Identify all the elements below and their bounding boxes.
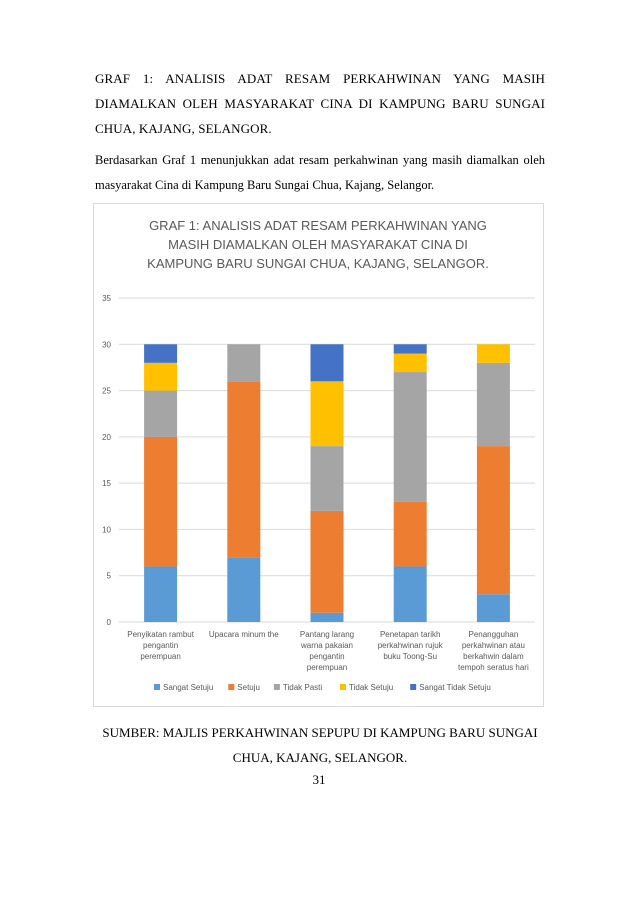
heading-line-2: DIAMALKAN OLEH MASYARAKAT CINA DI KAMPUNG BARU SUNGAI: [95, 96, 545, 111]
bar-segment: [394, 372, 427, 502]
figure-heading: [95, 66, 545, 141]
source-line-1: SUMBER: MAJLIS PERKAHWINAN SEPUPU DI KAMPUNG BARU SUNGAI: [102, 725, 538, 740]
bar-segment: [311, 613, 344, 622]
bar-segment: [144, 363, 177, 391]
bar-segment: [394, 354, 427, 373]
chart-container: [93, 203, 544, 707]
x-tick-label: buku Toong-Su: [383, 652, 438, 661]
bar-segment: [311, 344, 344, 381]
bar-segment: [311, 381, 344, 446]
y-tick-label: 0: [106, 618, 111, 627]
legend-swatch: [410, 684, 416, 690]
legend-label: Sangat Setuju: [163, 683, 214, 692]
chart-title-line: KAMPUNG BARU SUNGAI CHUA, KAJANG, SELANGOR.: [147, 256, 489, 271]
chart-title: [147, 218, 489, 271]
x-tick-label: Pantang larang: [299, 630, 355, 639]
x-tick-label: Penyikatan rambut: [127, 630, 194, 639]
x-tick-label: Upacara minum the: [208, 630, 279, 639]
stacked-bar-chart: [94, 204, 543, 706]
legend-label: Tidak Pasti: [282, 683, 323, 692]
legend-label: Setuju: [237, 683, 260, 692]
heading-line-3: CHUA, KAJANG, SELANGOR.: [95, 121, 272, 136]
y-tick-label: 15: [102, 479, 111, 489]
bar-segment: [144, 344, 177, 363]
source-line-2: CHUA, KAJANG, SELANGOR.: [232, 750, 408, 765]
bar-segment: [227, 344, 260, 381]
bar-segment: [227, 381, 260, 557]
x-tick-label: warna pakaian: [300, 641, 354, 650]
bar-segment: [477, 344, 510, 363]
description-paragraph: Berdasarkan Graf 1 menunjukkan adat resam perkahwinan yang masih diamalkan oleh masyarakat Cina di Kampung Baru Sungai Chua, Kajang, Selangor.: [95, 153, 545, 192]
x-tick-label: perkahwinan atau: [461, 641, 525, 650]
bar-segment: [394, 502, 427, 567]
x-tick-label: perkahwinan rujuk: [377, 641, 443, 650]
bar-segment: [311, 446, 344, 511]
source-note: [95, 720, 545, 770]
chart-title-line: MASIH DIAMALKAN OLEH MASYARAKAT CINA DI: [168, 237, 468, 252]
legend-swatch: [228, 684, 234, 690]
x-tick-label: berkahwin dalam: [463, 652, 524, 661]
legend: [154, 683, 491, 692]
y-tick-label: 20: [102, 432, 111, 442]
bar-segment: [394, 566, 427, 622]
page-number: 31: [312, 772, 326, 787]
bar-segment: [227, 557, 260, 622]
x-axis-labels: [127, 630, 529, 672]
y-tick-label: 30: [102, 340, 111, 350]
x-tick-label: Penangguhan: [468, 630, 519, 639]
legend-swatch: [340, 684, 346, 690]
x-tick-label: pengantin: [143, 641, 179, 650]
y-tick-label: 5: [106, 571, 111, 581]
x-tick-label: Penetapan tarikh: [379, 630, 441, 639]
x-tick-label: tempoh seratus hari: [458, 663, 529, 672]
x-tick-label: perempuan: [306, 663, 348, 672]
bar-segment: [394, 344, 427, 353]
x-tick-label: perempuan: [140, 652, 181, 661]
chart-title-line: GRAF 1: ANALISIS ADAT RESAM PERKAHWINAN YANG: [149, 218, 487, 233]
legend-label: Tidak Setuju: [349, 683, 394, 692]
bar-segment: [477, 446, 510, 594]
legend-label: Sangat Tidak Setuju: [419, 683, 491, 692]
heading-line-1: GRAF 1: ANALISIS ADAT RESAM PERKAHWINAN YANG MASIH: [95, 71, 545, 86]
bar-segment: [477, 363, 510, 446]
bar-segment: [311, 511, 344, 613]
y-tick-label: 35: [102, 294, 111, 303]
bar-segment: [477, 594, 510, 622]
y-tick-label: 10: [102, 525, 111, 535]
bar-segment: [144, 437, 177, 567]
legend-swatch: [154, 684, 160, 690]
y-tick-label: 25: [102, 386, 111, 396]
y-axis-ticks: [102, 294, 111, 627]
legend-swatch: [274, 684, 280, 690]
bar-segment: [144, 566, 177, 622]
x-tick-label: pengantin: [309, 652, 345, 661]
bar-segment: [144, 391, 177, 437]
